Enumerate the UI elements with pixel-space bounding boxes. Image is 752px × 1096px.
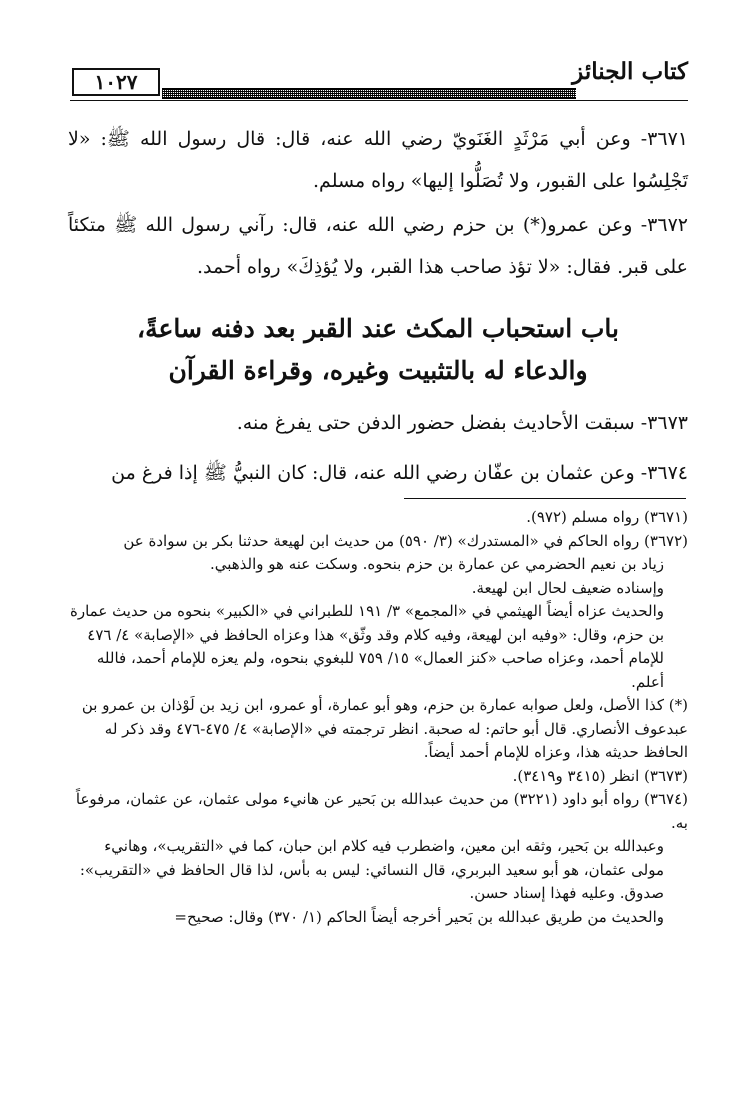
footnote-3674-paragraph: (٣٦٧٤) رواه أبو داود (٣٢٢١) من حديث عبدالله بن بَحير عن هانيء مولى عثمان، عن عثمان، مرفوعاً به. (75, 790, 688, 832)
chapter-heading (68, 308, 688, 392)
page-header (70, 58, 688, 102)
hadith-3672: ٣٦٧٢- وعن عمرو(*) بن حزم رضي الله عنه، قال: رآني رسول الله ﷺ متكئاً على قبر. فقال: «لا تؤذ صاحب هذا القبر، ولا يُؤذِكَ» رواه أحمد. (68, 214, 688, 278)
footnote-3673: (٣٦٧٣) انظر (٣٤١٥ و٣٤١٩). (512, 766, 688, 785)
footnote-star: (*) كذا الأصل، ولعل صوابه عمارة بن حزم، وهو أبو عمارة، أو عمرو، ابن زيد بن لَوْذان بن عمرو بن عبدعوف الأنصاري. قال أبو حاتم: له صحبة. انظر ترجمته في «الإصابة» ٤/ ٤٧٥-٤٧٦ وقد ذكر له الحافظ حديثه هذا، وعزاه للإمام أحمد أيضاً. (81, 696, 688, 761)
hadith-3674: ٣٦٧٤- وعن عثمان بن عفّان رضي الله عنه، قال: كان النبيُّ ﷺ إذا فرغ من (111, 462, 688, 484)
footnote-3672-line: (٣٦٧٢) رواه الحاكم في «المستدرك» (٣/ ٥٩٠) من حديث ابن لهيعة حدثنا بكر بن سوادة عن (123, 531, 688, 550)
chapter-heading-line-1: باب استحباب المكث عند القبر بعد دفنه ساعةً، (137, 314, 619, 343)
header-rule (70, 100, 688, 101)
footnote-3674-paragraph: والحديث من طريق عبدالله بن بَحير أخرجه أيضاً الحاكم (١/ ٣٧٠) وقال: صحيح= (174, 907, 664, 926)
footnote-3672-line: زياد بن نعيم الحضرمي عن عمارة بن حزم بنحوه. وسكت عنه هو والذهبي. (209, 555, 664, 573)
footnote-3672-paragraph: والحديث عزاه أيضاً الهيثمي في «المجمع» ٣/ ١٩١ للطبراني في «الكبير» بنحوه من حديث عمارة بن حزم، وقال: «وفيه ابن لهيعة، وفيه كلام وقد وثّق» هذا وعزاه الحافظ في «الإصابة» ٤/ ٤٧٦ للإمام أحمد، وعزاه صاحب «كنز العمال» ١٥/ ٧٥٩ للبغوي بنحوه، ولم يعزه للإمام أحمد، فالله أعلم. (70, 602, 664, 691)
header-ornament (162, 88, 576, 99)
footnote-separator (404, 498, 686, 499)
footnote-3672-line: وإسناده ضعيف لحال ابن لهيعة. (471, 578, 664, 597)
page-number: ١٠٢٧ (72, 68, 160, 96)
footnotes (70, 506, 688, 929)
hadith-3671: ٣٦٧١- وعن أبي مَرْثَدٍ الغَنَويّ رضي الله عنه، قال: قال رسول الله ﷺ: «لا تَجْلِسُوا على القبور، ولا تُصَلُّوا إليها» رواه مسلم. (68, 128, 688, 192)
footnote-3674-paragraph: وعبدالله بن بَحير، وثقه ابن معين، واضطرب فيه كلام ابن حبان، كما في «التقريب»، وهانيء مولى عثمان، هو أبو سعيد البربري، قال النسائي: ليس به بأس، لذا قال الحافظ في «التقريب»: صدوق. وعليه فهذا إسناد حسن. (79, 837, 664, 902)
footnote-3671: (٣٦٧١) رواه مسلم (٩٧٢). (526, 508, 688, 526)
chapter-heading-line-2: والدعاء له بالتثبيت وغيره، وقراءة القرآن (168, 356, 588, 385)
hadith-3673: ٣٦٧٣- سبقت الأحاديث بفضل حضور الدفن حتى يفرغ منه. (236, 412, 688, 434)
running-title: كتاب الجنائز (572, 58, 688, 85)
